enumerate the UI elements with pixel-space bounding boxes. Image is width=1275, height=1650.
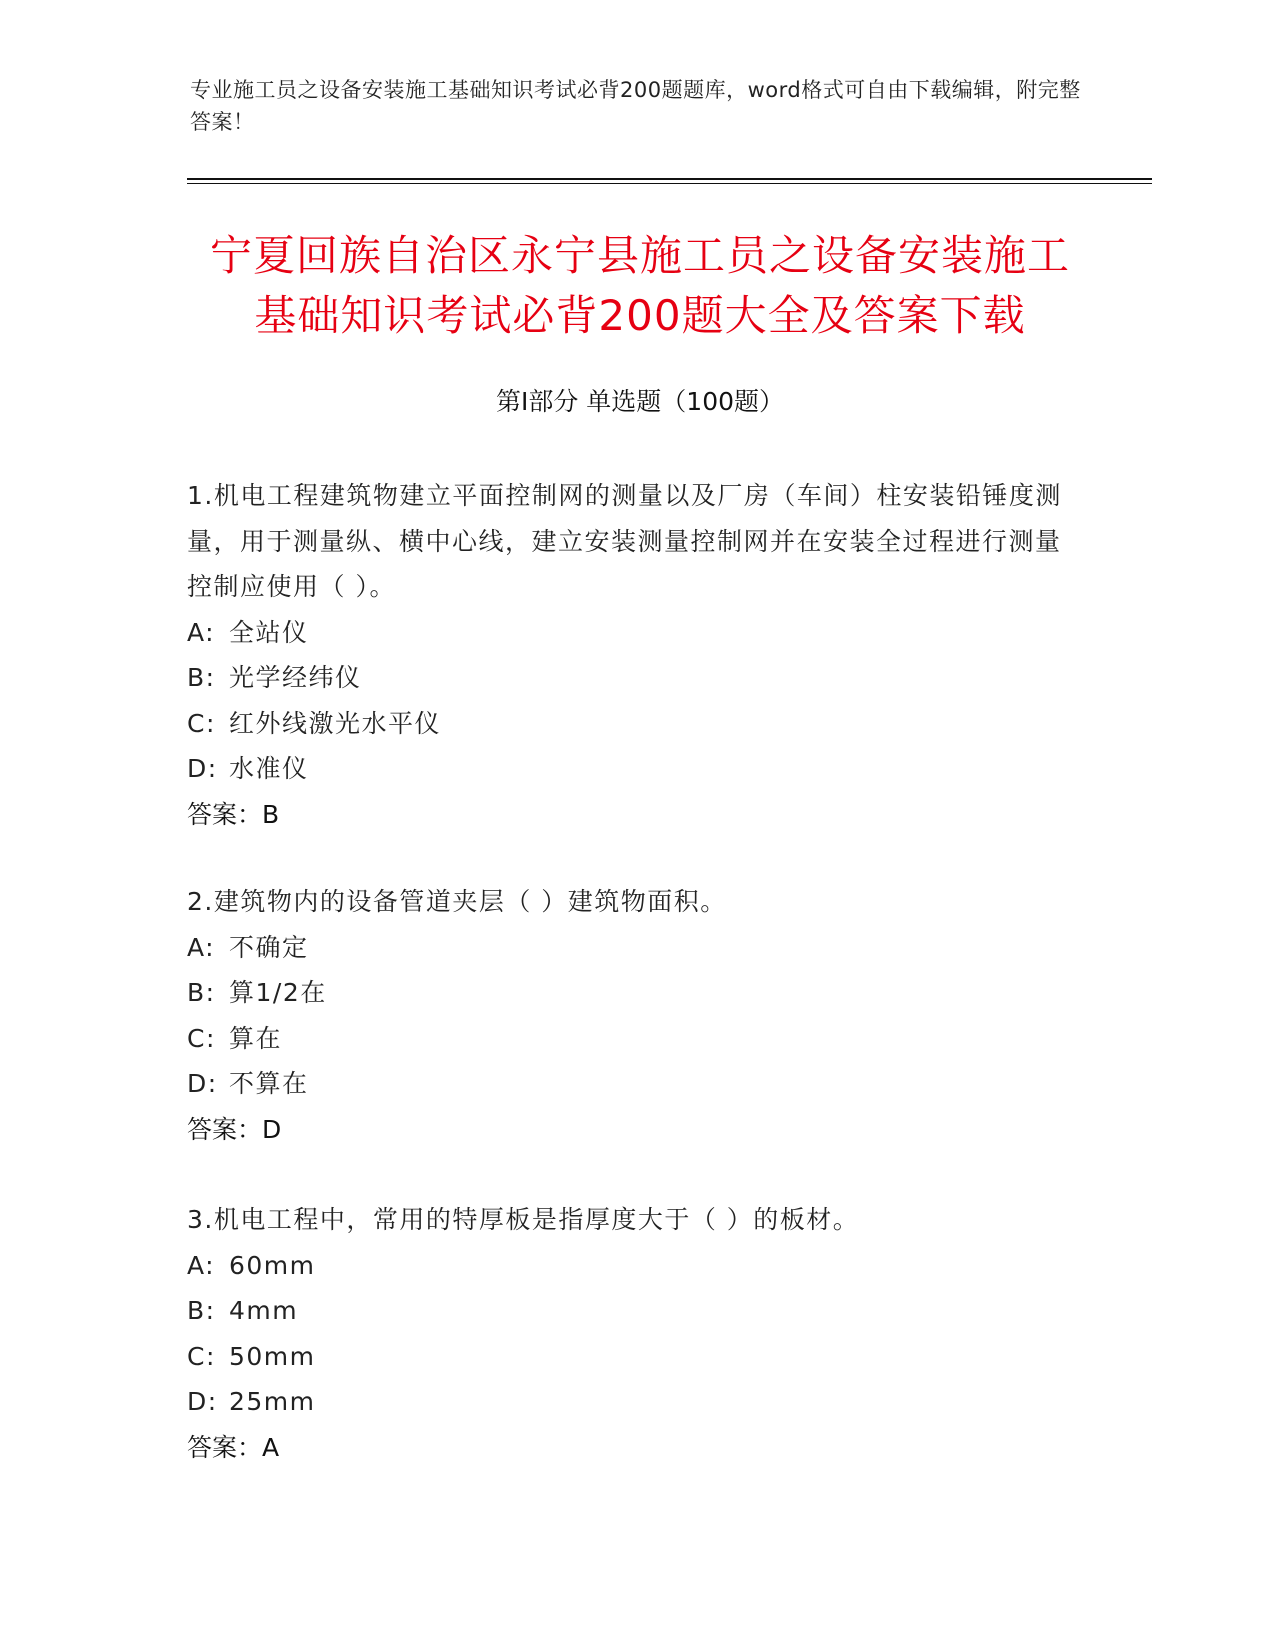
header-rule-thick [187,178,1152,180]
option-text: 4mm [229,1296,299,1325]
option-text: 算在 [229,1023,283,1053]
header-note: 专业施工员之设备安装施工基础知识考试必背200题题库，word格式可自由下载编辑，附完整答案！ [190,78,1081,134]
option-c [187,1016,1087,1062]
answer-line: 答案：A [187,1432,280,1462]
option-text: 60mm [229,1250,316,1280]
option-text: 50mm [229,1341,316,1371]
header-rule-thin [187,183,1152,184]
question-stem: 2.建筑物内的设备管道夹层（ ）建筑物面积。 [187,887,727,916]
question-stem: 1.机电工程建筑物建立平面控制网的测量以及厂房（车间）柱安装铅锤度测量，用于测量纵、横中心线，建立安装测量控制网并在安装全过程进行测量控制应使用（ ）。 [187,481,1062,601]
option-letter: A: [187,617,216,647]
option-letter: C: [187,1023,216,1053]
document-title: 宁夏回族自治区永宁县施工员之设备安装施工基础知识考试必背200题大全及答案下载 [209,231,1070,340]
option-letter: D: [187,1387,218,1416]
option-c [187,701,1087,747]
option-letter: D: [187,754,218,783]
option-letter: B: [187,1296,216,1325]
option-b [187,1288,1087,1334]
option-text: 红外线激光水平仪 [229,708,442,738]
option-c [187,1334,1087,1380]
option-text: 不确定 [229,932,309,962]
option-d [187,1061,1087,1107]
option-b [187,655,1087,701]
option-letter: A: [187,1250,216,1280]
question-3 [187,1197,1087,1470]
question-1 [187,473,1087,837]
option-text: 25mm [229,1387,316,1416]
option-letter: C: [187,708,216,738]
question-2 [187,879,1087,1152]
answer-line: 答案：D [187,1114,282,1144]
section-heading: 第Ⅰ部分 单选题（100题） [495,387,785,416]
option-a [187,925,1087,971]
option-a [187,1243,1087,1289]
option-a [187,610,1087,656]
option-text: 全站仪 [229,617,309,647]
option-letter: A: [187,932,216,962]
answer-line: 答案：B [187,799,280,829]
option-letter: B: [187,663,216,692]
option-letter: B: [187,978,216,1007]
option-d [187,1379,1087,1425]
option-text: 水准仪 [229,754,309,783]
question-stem: 3.机电工程中，常用的特厚板是指厚度大于（ ）的板材。 [187,1205,860,1234]
option-text: 算1/2在 [229,978,327,1007]
option-b [187,970,1087,1016]
option-text: 不算在 [229,1069,309,1098]
option-letter: D: [187,1069,218,1098]
option-letter: C: [187,1341,216,1371]
option-d [187,746,1087,792]
option-text: 光学经纬仪 [229,663,362,692]
